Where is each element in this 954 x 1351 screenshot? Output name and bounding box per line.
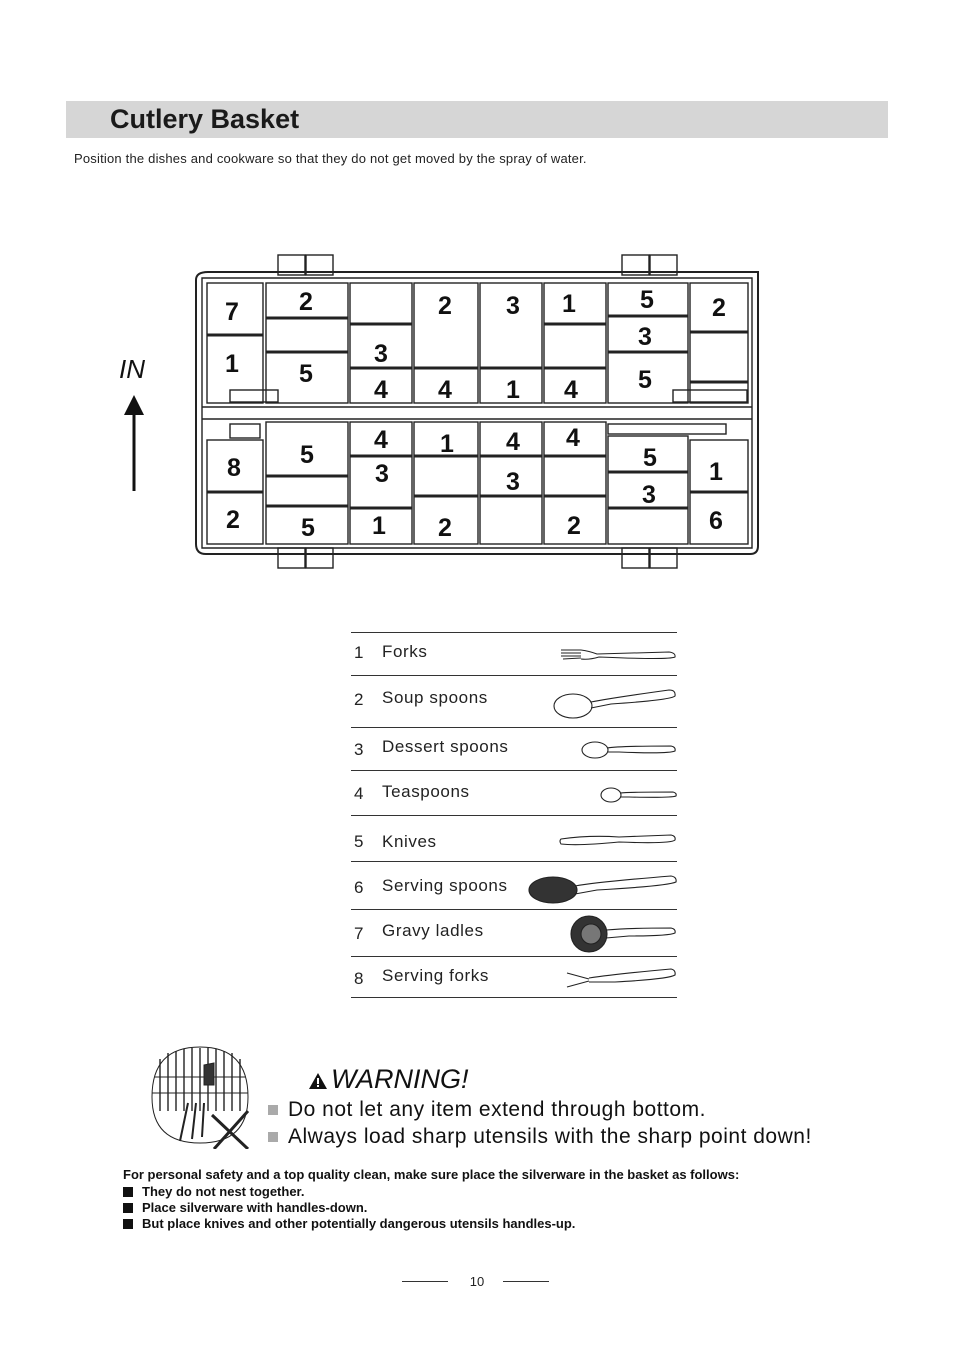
top-col7-item2: 3 (638, 323, 652, 351)
legend-label: Dessert spoons (382, 737, 509, 756)
legend-number: 7 (354, 924, 364, 943)
teaspoon-icon (599, 785, 677, 805)
bullet-square-icon (268, 1105, 278, 1115)
legend-label: Serving forks (382, 966, 490, 985)
cutlery-basket-diagram (110, 250, 770, 575)
bullet-square-icon (123, 1219, 133, 1229)
safety-intro: For personal safety and a top quality clean, make sure place the silverware in the basket as follows: (123, 1167, 740, 1182)
warning-line-text: Always load sharp utensils with the sharp point down! (288, 1125, 812, 1148)
page-number: 10 (469, 1274, 485, 1289)
safety-item (123, 1184, 305, 1199)
safety-item (123, 1200, 367, 1215)
warning-line-text: Do not let any item extend through bottom. (288, 1098, 706, 1121)
top-col7-item1: 5 (640, 286, 654, 314)
legend-item (351, 909, 677, 956)
knife-icon (559, 832, 677, 850)
bottom-col6-item1: 4 (566, 424, 580, 452)
bottom-col7-item1: 5 (643, 444, 657, 472)
bullet-square-icon (123, 1187, 133, 1197)
bottom-col1-item1: 8 (227, 454, 241, 482)
legend-item (351, 675, 677, 727)
legend-label: Teaspoons (382, 782, 470, 801)
bottom-col8-item2: 6 (709, 507, 723, 535)
top-col4-item1: 2 (438, 292, 452, 320)
legend-label: Serving spoons (382, 876, 508, 895)
top-col2-item2: 5 (299, 360, 313, 388)
top-col2-item1: 2 (299, 288, 313, 316)
footer-rule-right (503, 1281, 549, 1282)
soup-spoon-icon (551, 684, 677, 722)
intro-text: Position the dishes and cookware so that they do not get moved by the spray of water. (74, 151, 587, 166)
bottom-col2-item1: 5 (300, 441, 314, 469)
bottom-col5-item1: 4 (506, 428, 520, 456)
bullet-square-icon (268, 1132, 278, 1142)
warning-line (268, 1125, 812, 1149)
top-col6-item2: 4 (564, 376, 578, 404)
direction-label: IN (119, 354, 145, 384)
safety-item-text: But place knives and other potentially dangerous utensils handles-up. (142, 1216, 576, 1231)
top-col1-item1: 7 (225, 298, 239, 326)
safety-item-text: They do not nest together. (142, 1184, 305, 1199)
safety-item (123, 1216, 575, 1231)
warning-title (308, 1064, 469, 1095)
safety-item-text: Place silverware with handles-down. (142, 1200, 368, 1215)
bottom-col1-item2: 2 (226, 506, 240, 534)
bullet-square-icon (123, 1203, 133, 1213)
bottom-col7-item2: 3 (642, 481, 656, 509)
utensil-legend (351, 632, 677, 998)
legend-number: 3 (354, 740, 364, 759)
legend-number: 8 (354, 969, 364, 988)
top-col1-item2: 1 (225, 350, 239, 378)
top-col7-item3: 5 (638, 366, 652, 394)
bottom-col4-item1: 1 (440, 430, 454, 458)
legend-number: 6 (354, 878, 364, 897)
bottom-col2-item2: 5 (301, 514, 315, 542)
bottom-col3-item2: 3 (375, 460, 389, 488)
top-col8-item1: 2 (712, 294, 726, 322)
bottom-col8-item1: 1 (709, 458, 723, 486)
top-col5-item2: 1 (506, 376, 520, 404)
bottom-col4-item2: 2 (438, 514, 452, 542)
legend-item (351, 632, 677, 675)
legend-item (351, 770, 677, 815)
legend-label: Gravy ladles (382, 921, 484, 940)
silverware-basket-warning-icon (148, 1045, 254, 1149)
legend-number: 5 (354, 832, 364, 851)
gravy-ladle-icon (569, 912, 677, 954)
fork-icon (559, 641, 677, 663)
legend-number: 4 (354, 784, 364, 803)
top-col4-item2: 4 (438, 376, 452, 404)
bottom-col3-item1: 4 (374, 426, 388, 454)
bottom-col6-item2: 2 (567, 512, 581, 540)
legend-item (351, 861, 677, 909)
legend-label: Soup spoons (382, 688, 488, 707)
section-title: Cutlery Basket (110, 104, 300, 134)
bottom-col3-item3: 1 (372, 512, 386, 540)
legend-number: 1 (354, 643, 364, 662)
warning-triangle-icon (308, 1072, 328, 1090)
top-col6-item1: 1 (562, 290, 576, 318)
warning-line (268, 1098, 706, 1122)
warning-title-text: WARNING! (331, 1064, 469, 1094)
serving-fork-icon (565, 965, 677, 991)
legend-item (351, 956, 677, 998)
bottom-col5-item2: 3 (506, 468, 520, 496)
top-col3-item1: 3 (374, 340, 388, 368)
legend-label: Forks (382, 642, 428, 661)
legend-number: 2 (354, 690, 364, 709)
top-col5-item1: 3 (506, 292, 520, 320)
legend-item (351, 727, 677, 770)
dessert-spoon-icon (579, 738, 677, 762)
top-col3-item2: 4 (374, 376, 388, 404)
serving-spoon-icon (527, 870, 677, 904)
legend-label: Knives (382, 832, 437, 851)
legend-item (351, 815, 677, 861)
